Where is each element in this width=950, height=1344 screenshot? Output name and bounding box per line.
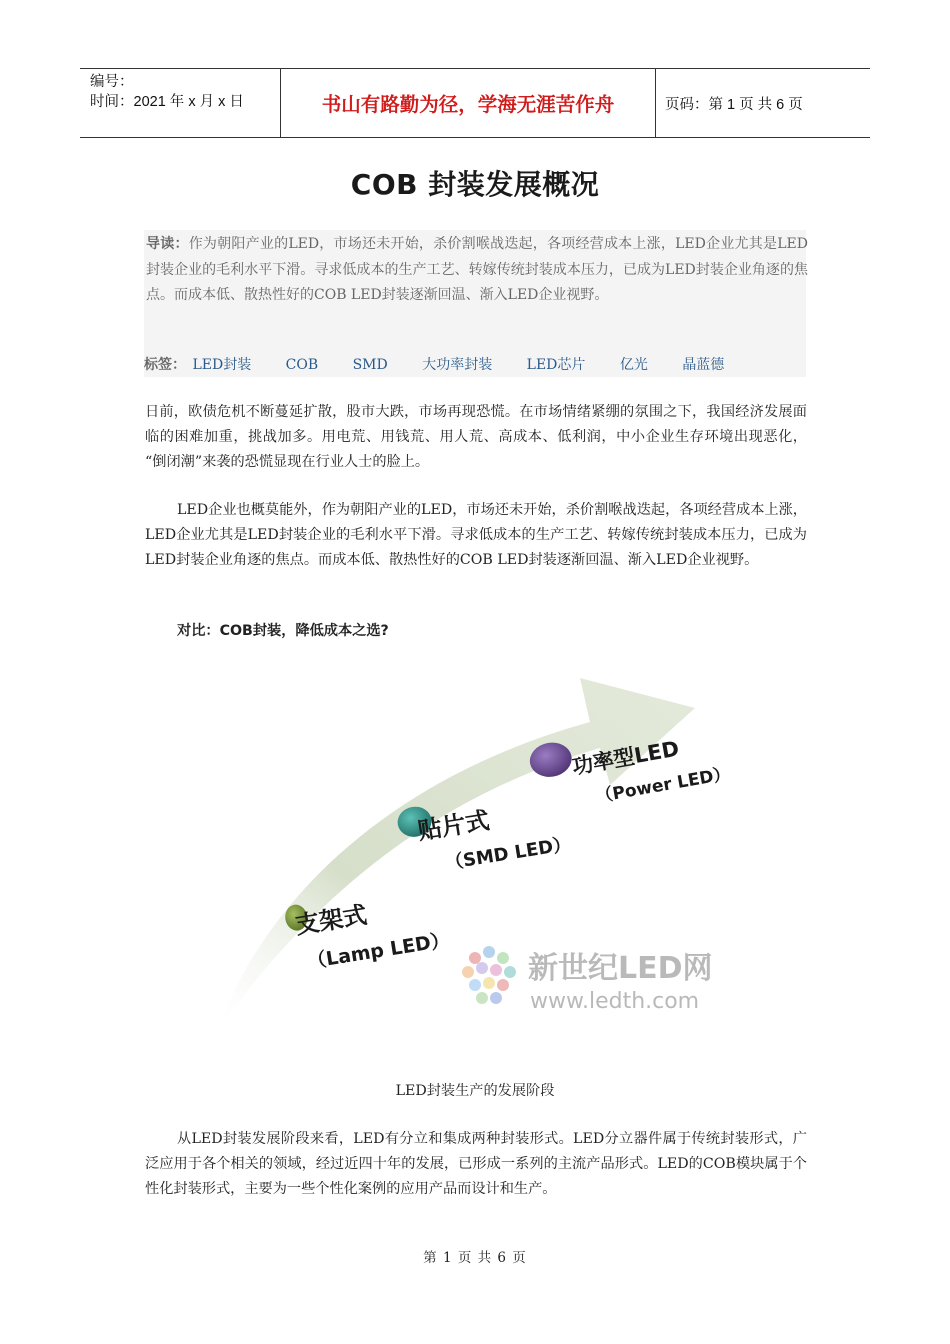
header-motto: 书山有路勤为径，学海无涯苦作舟 <box>280 69 656 137</box>
stage1-cn: 支架式 <box>293 900 369 940</box>
page-title: COB 封装发展概况 <box>350 168 600 201</box>
tag-link[interactable]: 晶蓝德 <box>682 357 725 373</box>
stage2-en: （SMD LED） <box>443 833 573 875</box>
figure-caption: LED封装生产的发展阶段 <box>395 1083 555 1099</box>
body-paragraph-1: 日前，欧债危机不断蔓延扩散，股市大跌，市场再现恐慌。在市场情绪紧绷的氛围之下，我国经济发展面临的困难加重，挑战加多。用电荒、用钱荒、用人荒、高成本、低利润，中小企业生存环境出现恶化， “倒闭潮”来袭的恐慌显现在行业人士的脸上。 <box>145 404 807 470</box>
tag-link[interactable]: 亿光 <box>619 357 648 373</box>
watermark-url: www.ledth.com <box>530 989 700 1014</box>
tag-link[interactable]: COB <box>285 357 319 373</box>
stage2-cn: 贴片式 <box>415 806 492 846</box>
watermark-cn: 新世纪LED网 <box>528 951 713 986</box>
page-footer: 第 1 页 共 6 页 <box>423 1250 527 1266</box>
document-header <box>80 68 870 138</box>
tag-link[interactable]: 大功率封装 <box>422 357 493 373</box>
stage3-en: （Power LED） <box>594 763 732 808</box>
intro-text: 作为朝阳产业的LED，市场还未开始，杀价割喉战迭起，各项经营成本上涨，LED企业尤其是LED封装企业的毛利水平下滑。寻求低成本的生产工艺、转嫁传统封装成本压力，已成为LED封装企业角逐的焦点。而成本低、散热性好的COB LED封装逐渐回温、渐入LED企业视野。 <box>146 236 808 303</box>
body-paragraph-2: LED企业也概莫能外，作为朝阳产业的LED，市场还未开始，杀价割喉战迭起，各项经营成本上涨，LED企业尤其是LED封装企业的毛利水平下滑。寻求低成本的生产工艺、转嫁传统封装成本压力，已成为LED封装企业角逐的焦点。而成本低、散热性好的COB LED封装逐渐回温、渐入LED企业视野。 <box>145 502 807 568</box>
tag-link[interactable]: LED封装 <box>192 357 252 373</box>
number-label: 编号： <box>90 74 134 90</box>
tag-link[interactable]: LED芯片 <box>526 357 586 373</box>
intro-paragraph <box>146 232 808 309</box>
header-meta <box>80 69 280 137</box>
intro-box <box>144 230 806 377</box>
body-paragraph-3: 从LED封装发展阶段来看，LED有分立和集成两种封装形式。LED分立器件属于传统封装形式，广泛应用于各个相关的领域，经过近四十年的发展，已形成一系列的主流产品形式。LED的COB模块属于个性化封装形式，主要为一些个性化案例的应用产品而设计和生产。 <box>145 1131 807 1197</box>
led-stages-figure <box>200 660 760 1040</box>
tag-link[interactable]: SMD <box>352 357 388 373</box>
header-page-label: 页码：第 1 页 共 6 页 <box>665 96 803 113</box>
watermark-logo <box>462 946 516 1004</box>
tag-list <box>144 354 724 376</box>
stage1-en: （Lamp LED） <box>305 929 452 974</box>
stage3-cn: 功率型LED <box>570 736 681 779</box>
section-subhead: 对比：COB封装，降低成本之选? <box>177 623 389 639</box>
tags-lead: 标签： <box>144 357 186 373</box>
intro-lead: 导读： <box>146 236 189 252</box>
time-label: 时间：2021 年 x 月 x 日 <box>90 94 244 110</box>
